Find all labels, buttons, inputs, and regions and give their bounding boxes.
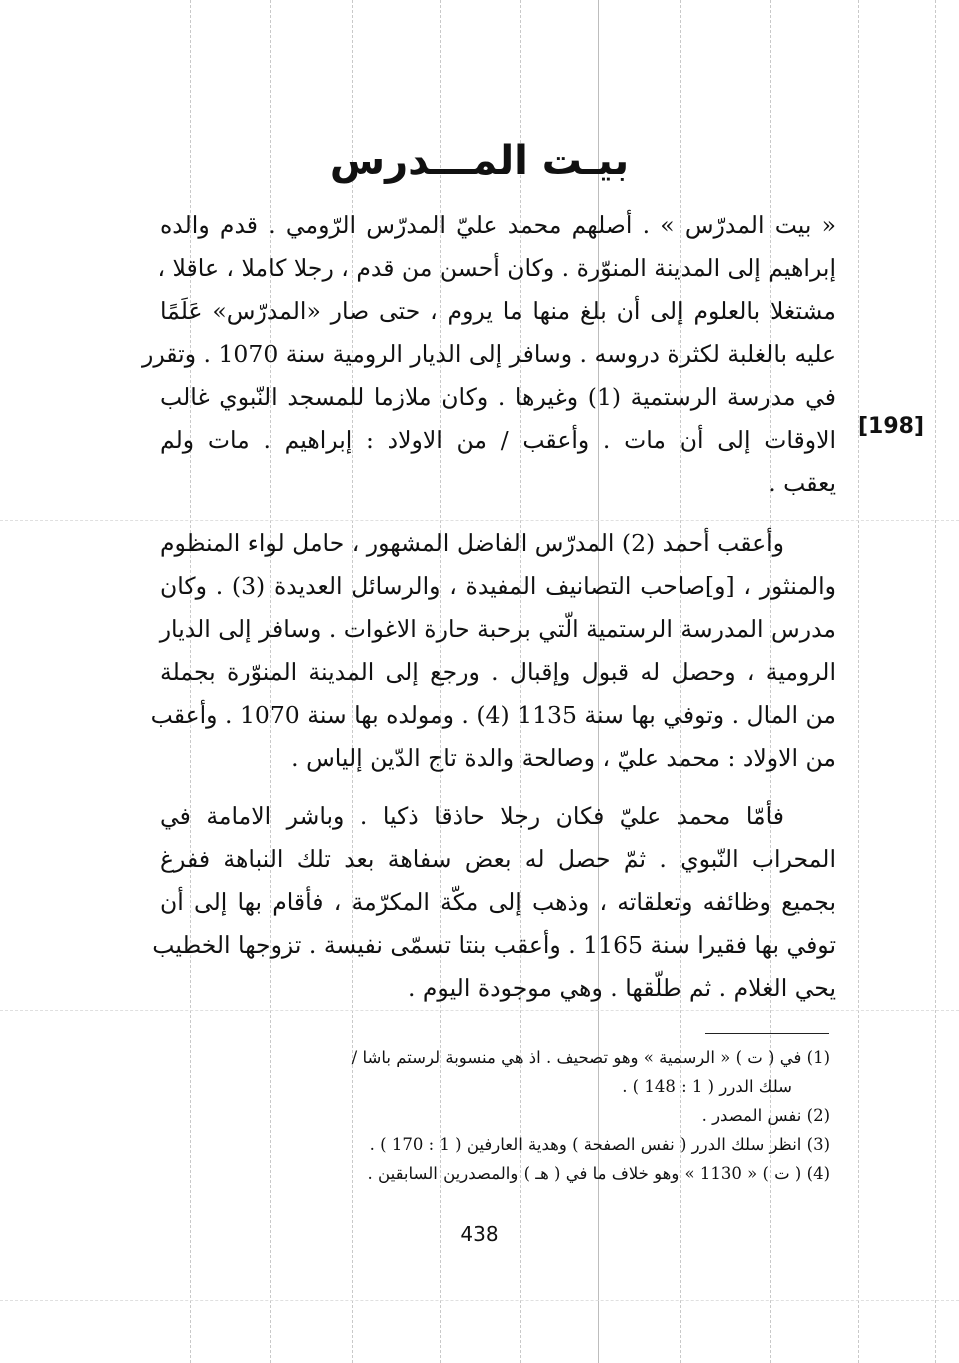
text-line: يعقب .: [768, 469, 836, 497]
text-line: من المال . وتوفي بها سنة 1135 (4) . ومولده بها سنة 1070 . وأعقب: [150, 701, 836, 729]
text-line: توفي بها فقيرا سنة 1165 . وأعقب بنتا تسمّى نفيسة . تزوجها الخطيب: [152, 931, 836, 959]
footnote-divider: [705, 1033, 829, 1034]
page-title: بيـت المـــدرس: [329, 138, 630, 184]
text-line: فأمّا محمد عليّ فكان رجلا حاذقا ذكيا . وباشر الامامة في: [160, 802, 784, 830]
text-line: إبراهيم إلى المدينة المنوّرة . وكان أحسن من قدم ، رجلا كاملا ، عاقلا ،: [157, 254, 836, 282]
text-line: الرومية ، وحصل له قبول وإقبال . ورجع إلى المدينة المنوّرة بجملة: [160, 658, 836, 686]
text-line: والمنثور ، [و]صاحب التصانيف المفيدة ، والرسائل العديدة (3) . وكان: [160, 572, 836, 600]
footnote-1: (1) في ( ت ) « الرسمية » وهو تصحيف . اذ هي منسوبة لرستم باشا /: [351, 1048, 830, 1067]
paragraph-1: [141, 204, 836, 505]
text-line: عليه بالغلبة لكثرة دروسه . وسافر إلى الديار الرومية سنة 1070 . وتقرر: [141, 340, 836, 368]
page-number: 438: [460, 1222, 499, 1246]
text-line: الاوقات إلى أن مات . وأعقب / من الاولاد : إبراهيم . مات ولم: [160, 426, 836, 454]
footnote-3: (3) انظر سلك الدرر ( نفس الصفحة ) وهدية العارفين ( 1 : 170 ) .: [369, 1135, 830, 1154]
footnotes: [150, 1043, 830, 1188]
text-line: المحراب النّبوي . ثمّ حصل له بعض سفاهة بعد تلك النباهة ففرغ: [160, 845, 836, 873]
text-line: وأعقب أحمد (2) المدرّس الفاضل المشهور ، حامل لواء المنظوم: [160, 529, 784, 557]
text-line: بجميع وظائفه وتعلقاته ، وذهب إلى مكّة المكرّمة ، فأقام بها إلى أن: [160, 888, 836, 916]
footnote-4: (4) ( ت ) « 1130 » وهو خلاف ما في ( هـ ) والمصدرين السابقين .: [367, 1164, 830, 1183]
margin-page-marker: [198]: [858, 414, 925, 439]
text-line: مشتغلا بالعلوم إلى أن بلغ منها ما يروم ، حتى صار «المدرّس» عَلَمًا: [160, 297, 836, 325]
footnote-2: (2) نفس المصدر .: [701, 1106, 830, 1125]
text-line: مدرس المدرسة الرستمية الّتي برحبة حارة الاغوات . وسافر إلى الديار: [159, 615, 836, 643]
paragraph-2: [150, 522, 836, 780]
footnote-1-continued: سلك الدرر ( 1 : 148 ) .: [622, 1077, 792, 1096]
paragraph-3: [152, 795, 836, 1010]
text-line: « بيت المدرّس » . أصلهم محمد عليّ المدرّس الرّومي . قدم والده: [160, 211, 836, 239]
text-line: من الاولاد : محمد عليّ ، وصالحة والدة تاج الدّين إلياس .: [291, 744, 836, 772]
text-line: يحي الغلام . ثم طلّقها . وهي موجودة اليوم .: [407, 974, 836, 1002]
text-line: في مدرسة الرستمية (1) وغيرها . وكان ملازما للمسجد النّبوي غالب: [160, 383, 836, 411]
